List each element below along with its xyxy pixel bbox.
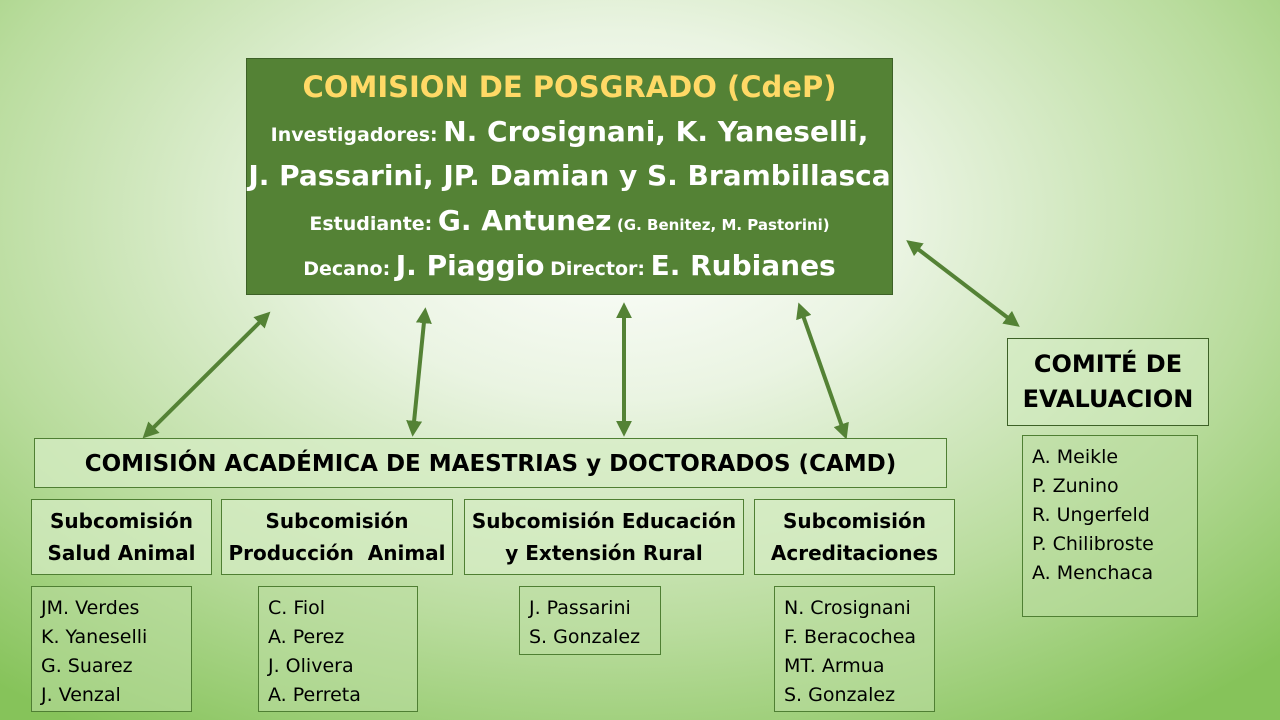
subcomision-educacion-extension	[464, 499, 744, 575]
cdep-decano-row	[247, 249, 892, 282]
members-acreditaciones	[774, 586, 935, 712]
member-name: S. Gonzalez	[784, 684, 896, 706]
members-educacion-extension	[519, 586, 661, 655]
camd-title: COMISIÓN ACADÉMICA DE MAESTRIAS y DOCTORADOS (CAMD)	[84, 451, 897, 477]
member-name: A. Perreta	[268, 684, 361, 706]
member-name: A. Menchaca	[1032, 562, 1154, 584]
director-name: E. Rubianes	[650, 249, 836, 282]
comite-title-line-1: COMITÉ DE	[1033, 350, 1183, 378]
subcomision-label: Subcomisión	[265, 509, 409, 533]
arrow-cdep-camd-left	[146, 315, 267, 435]
estudiante-alternates: (G. Benitez, M. Pastorini)	[616, 216, 830, 234]
members-comite-evaluacion	[1022, 435, 1198, 617]
subcomision-produccion-animal	[221, 499, 453, 575]
cdep-investigadores-row	[247, 115, 892, 148]
subcomision-salud-animal	[31, 499, 212, 575]
camd-box	[34, 438, 947, 488]
member-name: C. Fiol	[268, 597, 326, 619]
member-name: J. Passarini	[529, 597, 631, 619]
member-name: MT. Armua	[784, 655, 885, 677]
member-name: S. Gonzalez	[529, 626, 641, 648]
subcomision-name: Salud Animal	[47, 541, 196, 565]
subcomision-label: Subcomisión	[50, 509, 193, 533]
members-salud-animal	[31, 586, 192, 712]
investigadores-line-2: J. Passarini, JP. Damian y S. Brambillasca	[248, 159, 891, 192]
arrow-cdep-camd-2	[413, 312, 425, 432]
subcomision-name: y Extensión Rural	[505, 541, 703, 565]
member-name: N. Crosignani	[784, 597, 911, 619]
arrow-cdep-comite	[910, 243, 1016, 324]
members-produccion-animal	[258, 586, 418, 712]
member-name: G. Suarez	[41, 655, 133, 677]
cdep-box	[246, 58, 893, 295]
member-name: A. Meikle	[1032, 446, 1119, 468]
member-name: A. Perez	[268, 626, 345, 648]
subcomision-name: Producción Animal	[228, 541, 446, 565]
cdep-title: COMISION DE POSGRADO (CdeP)	[302, 70, 837, 104]
cdep-estudiante-row	[247, 204, 892, 237]
investigadores-line-1: N. Crosignani, K. Yaneselli,	[443, 115, 869, 148]
subcomision-label: Subcomisión Educación	[471, 509, 737, 533]
member-name: J. Venzal	[41, 684, 121, 706]
comite-title-line-2: EVALUACION	[1022, 385, 1194, 413]
subcomision-label: Subcomisión	[783, 509, 926, 533]
member-name: P. Zunino	[1032, 475, 1119, 497]
member-name: K. Yaneselli	[41, 626, 148, 648]
member-name: JM. Verdes	[41, 597, 140, 619]
comite-evaluacion-box	[1007, 338, 1209, 426]
member-name: F. Beracochea	[784, 626, 917, 648]
arrow-cdep-camd-right	[800, 307, 845, 435]
director-label: Director:	[550, 258, 646, 280]
decano-label: Decano:	[303, 258, 391, 280]
member-name: P. Chilibroste	[1032, 533, 1154, 555]
estudiante-name: G. Antunez	[437, 204, 612, 237]
estudiante-label: Estudiante:	[309, 213, 433, 235]
member-name: J. Olivera	[268, 655, 354, 677]
investigadores-label: Investigadores:	[270, 124, 438, 146]
subcomision-name: Acreditaciones	[770, 541, 939, 565]
subcomision-acreditaciones	[754, 499, 955, 575]
decano-name: J. Piaggio	[395, 249, 545, 282]
member-name: R. Ungerfeld	[1032, 504, 1150, 526]
